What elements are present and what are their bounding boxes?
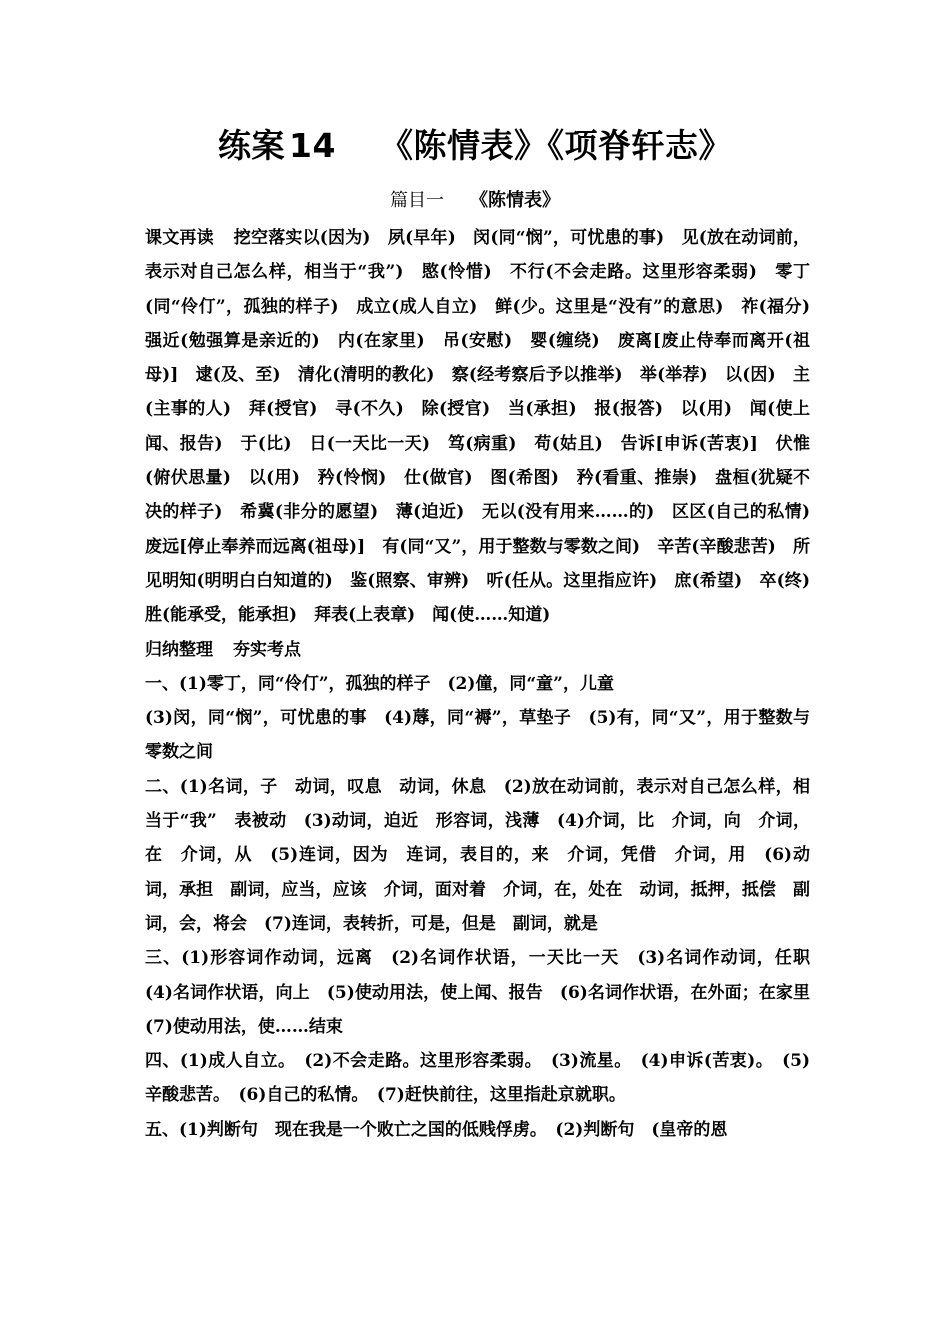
- document-body: [145, 221, 827, 1147]
- summary-item: (3)闵，同“悯”，可忧患的事 (4)蓐，同“褥”，草垫子 (5)有，同“又”，用于整数与零数之间: [145, 708, 810, 763]
- summary-item: 二、(1)名词，子 动词，叹息 动词，休息 (2)放在动词前，表示对自己怎么样，相当于“我” 表被动 (3)动词，迫近 形容词，浅薄 (4)介词，比 介词，向 介词，在 介词，从 (5)连词，因为 连词，表目的，来 介词，凭借 介词，用 (6)动词，承担 副词，应当，应该 介词，面对着 介词，在，处在 动词，抵押，抵偿 副词，会，将会 (7)连词，表转折，可是，但是 副词，就是: [145, 776, 810, 934]
- title-prefix: 练案: [218, 126, 286, 165]
- review-subheading: 挖空落实: [233, 228, 303, 248]
- section-label: 篇目一: [390, 190, 444, 211]
- summary-subheading: 夯实考点: [233, 639, 301, 660]
- section-work: 《陈情表》: [470, 190, 560, 211]
- review-paragraph: [145, 221, 827, 633]
- summary-item: 三、(1)形容词作动词，远离 (2)名词作状语，一天比一天 (3)名词作动词，任职 (4)名词作状语，向上 (5)使动用法，使上闻、报告 (6)名词作状语，在外面；在家里 (7)使动用法，使……结束: [145, 948, 827, 1037]
- summary-heading-line: [145, 633, 810, 667]
- section-subtitle: [0, 188, 950, 214]
- review-heading: 课文再读: [145, 228, 214, 248]
- page-title: [0, 124, 950, 168]
- title-number: 14: [289, 126, 336, 165]
- review-text: 以(因为) 夙(早年) 闵(同“悯”，可忧患的事) 见(放在动词前，表示对自己怎么样，相当于“我”) 愍(怜惜) 不行(不会走路。这里形容柔弱) 零丁(同“伶仃”，孤独的样子) 成立(成人自立) 鲜(少。这里是“没有”的意思) 祚(福分) 强近(勉强算是亲近的) 内(在家里) 吊(安慰) 婴(缠绕) 废离[废止侍奉而离开(祖母)] 逮(及、至) 清化(清明的教化) 察(经考察后予以推举) 举(举荐) 以(因) 主(主事的人) 拜(授官) 寻(不久) 除(授官) 当(承担) 报(报答) 以(用) 闻(使上闻、报告) 于(比) 日(一天比一天) 笃(病重) 苟(姑且) 告诉[申诉(苦衷)] 伏惟(俯伏思量) 以(用) 矜(怜悯) 仕(做官) 图(希图) 矜(看重、推崇) 盘桓(犹疑不决的样子) 希冀(非分的愿望) 薄(迫近) 无以(没有用来……的) 区区(自己的私情) 废远[停止奉养而远离(祖母)] 有(同“又”，用于整数与零数之间) 辛苦(辛酸悲苦) 所见明知(明明白白知道的) 鉴(照察、审辨) 听(任从。这里指应许) 庶(希望) 卒(终) 胜(能承受，能承担) 拜表(上表章) 闻(使……知道): [145, 228, 827, 626]
- summary-item: 一、(1)零丁，同“伶仃”，孤独的样子 (2)僮，同“童”，儿童: [145, 673, 614, 694]
- summary-item: 四、(1)成人自立。 (2)不会走路。这里形容柔弱。 (3)流星。 (4)申诉(苦衷)。 (5)辛酸悲苦。 (6)自己的私情。 (7)赶快前往，这里指赴京就职。: [145, 1051, 810, 1106]
- title-works: 《陈情表》《项脊轩志》: [379, 126, 732, 165]
- summary-heading: 归纳整理: [145, 639, 213, 660]
- summary-item: 五、(1)判断句 现在我是一个败亡之国的低贱俘虏。 (2)判断句 (皇帝的恩: [145, 1119, 728, 1140]
